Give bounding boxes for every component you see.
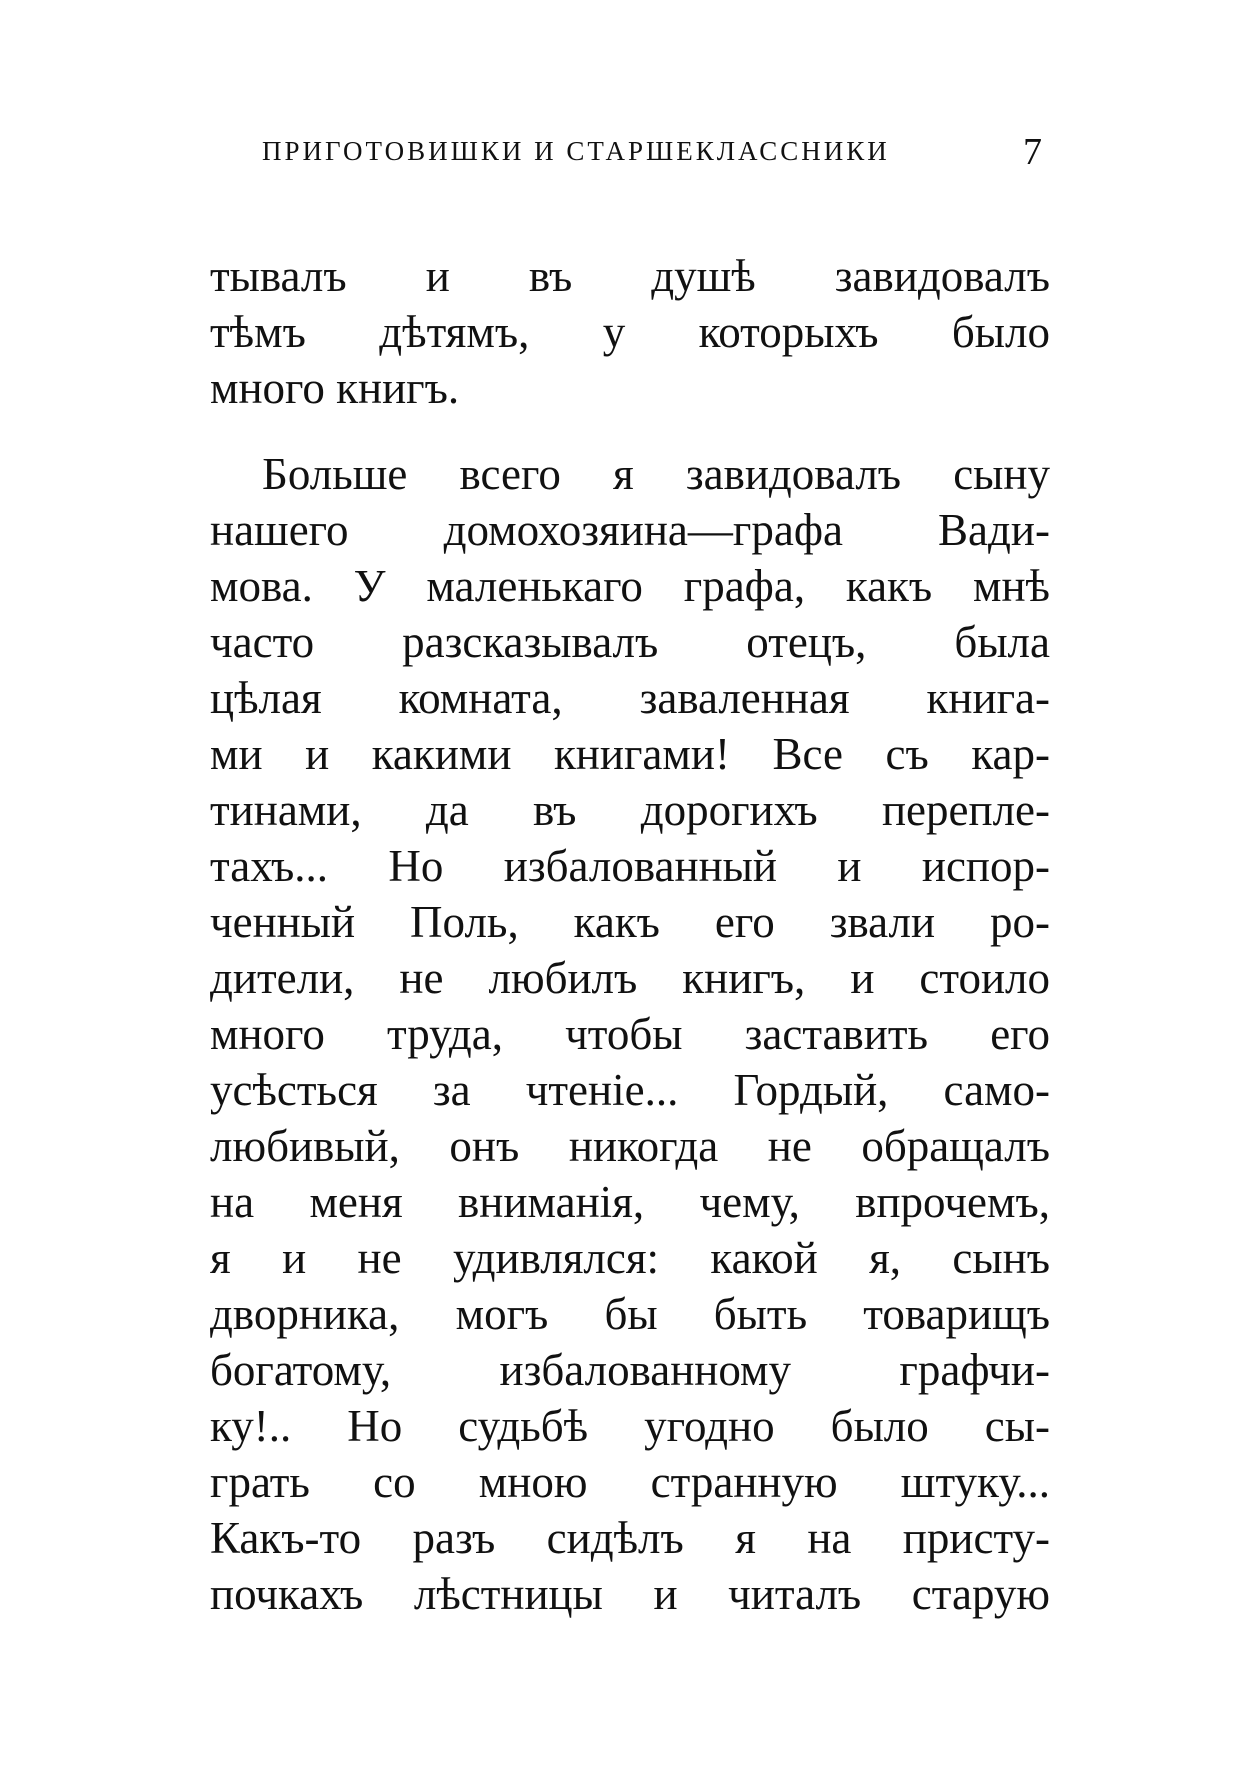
text-line: мова. У маленькаго графа, какъ мнѣ	[210, 561, 1050, 611]
page-number: 7	[1023, 131, 1042, 173]
text-line: грать со мною странную штуку...	[210, 1457, 1050, 1507]
text-line: Больше всего я завидовалъ сыну	[262, 449, 1050, 499]
text-line: почкахъ лѣстницы и читалъ старую	[210, 1569, 1050, 1619]
paragraph-gap	[210, 416, 1050, 446]
text-line: Какъ-то разъ сидѣлъ я на присту-	[210, 1513, 1050, 1563]
text-line: дворника, могъ бы быть товарищъ	[210, 1289, 1050, 1339]
text-line: нашего домохозяина—графа Вади-	[210, 505, 1050, 555]
text-line: на меня вниманія, чему, впрочемъ,	[210, 1177, 1050, 1227]
text-line: тинами, да въ дорогихъ перепле-	[210, 785, 1050, 835]
text-line: ми и какими книгами! Все съ кар-	[210, 729, 1050, 779]
text-line: ку!.. Но судьбѣ угодно было сы-	[210, 1401, 1050, 1451]
running-title: ПРИГОТОВИШКИ И СТАРШЕКЛАССНИКИ	[262, 136, 890, 166]
text-line: любивый, онъ никогда не обращалъ	[210, 1121, 1050, 1171]
text-line: тахъ... Но избалованный и испор-	[210, 841, 1050, 891]
text-line: дители, не любилъ книгъ, и стоило	[210, 953, 1050, 1003]
text-line: тывалъ и въ душѣ завидовалъ	[210, 251, 1050, 301]
text-line: я и не удивлялся: какой я, сынъ	[210, 1233, 1050, 1283]
text-line: много труда, чтобы заставить его	[210, 1009, 1050, 1059]
text-line: цѣлая комната, заваленная книга-	[210, 673, 1050, 723]
text-line: богатому, избалованному графчи-	[210, 1345, 1050, 1395]
text-line: усѣсться за чтеніе... Гордый, само-	[210, 1065, 1050, 1115]
text-line: много книгъ.	[210, 363, 460, 413]
text-line: тѣмъ дѣтямъ, у которыхъ было	[210, 307, 1050, 357]
running-head	[262, 131, 1042, 176]
body-text	[210, 248, 1050, 1622]
text-line: часто разсказывалъ отецъ, была	[210, 617, 1050, 667]
text-line: ченный Поль, какъ его звали ро-	[210, 897, 1050, 947]
